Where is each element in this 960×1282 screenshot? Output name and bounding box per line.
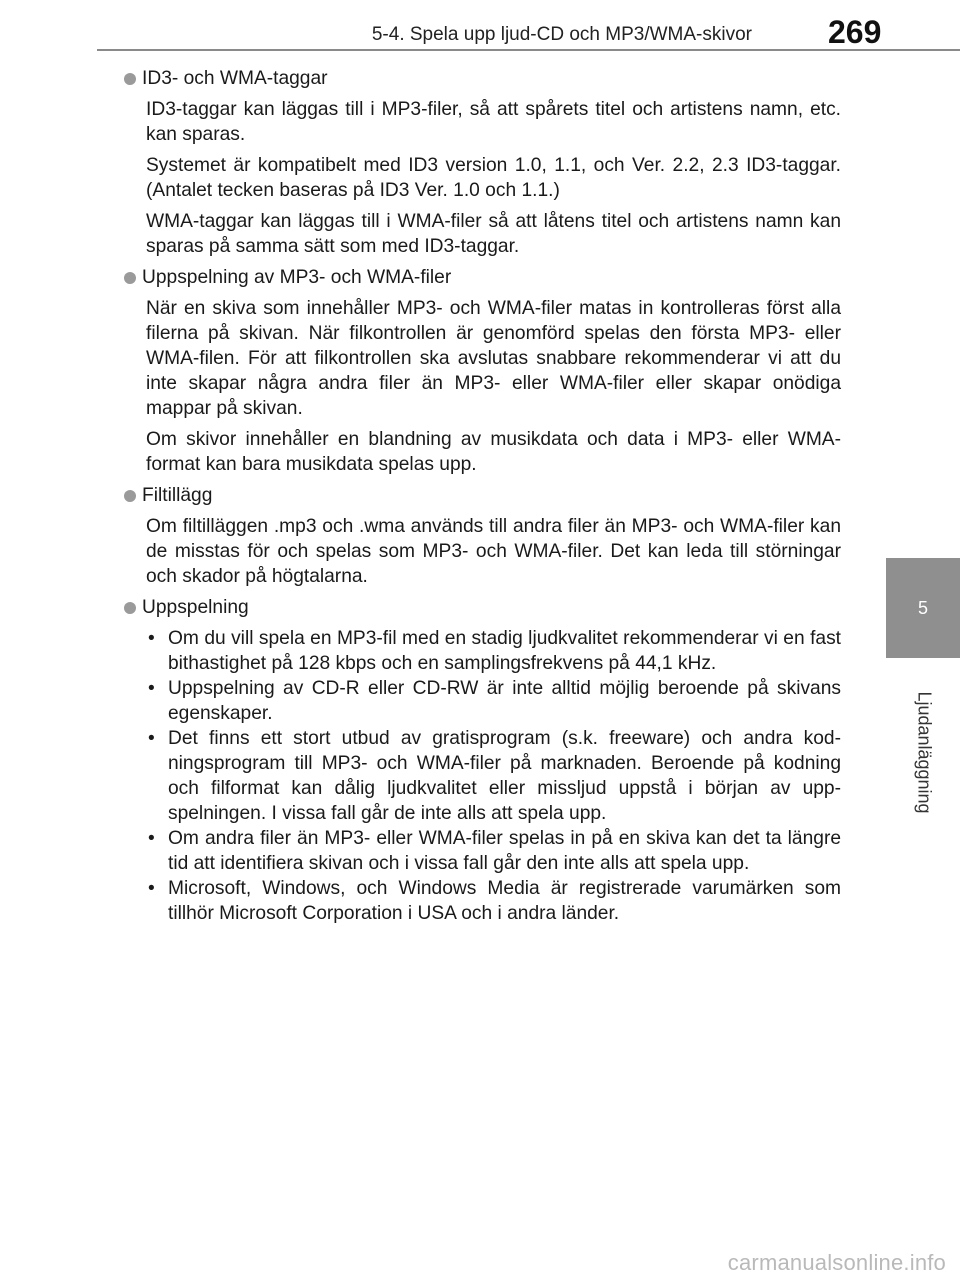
paragraph: WMA-taggar kan läggas till i WMA-filer så att låtens titel och artistens namn kan sparas på samma sätt som med ID3-taggar. (146, 211, 841, 257)
chapter-number: 5 (917, 597, 928, 618)
section-heading (124, 483, 841, 510)
header-title: 5-4. Spela upp ljud-CD och MP3/WMA-skivor (371, 24, 752, 45)
paragraph: Om skivor innehåller en blandning av musikdata och data i MP3- eller WMA-format kan bara musikdata spelas upp. (146, 429, 841, 475)
circle-bullet-icon (124, 490, 136, 502)
section-playback (124, 595, 841, 926)
list-item: • Microsoft, Windows, och Windows Media är registrerade varumärken som tillhör Microsoft Corporation i USA och i andra länder. (146, 876, 841, 926)
list-item: • Om du vill spela en MP3-fil med en stadig ljudkvalitet rekommenderar vi en fast bithastighet på 128 kbps och en samplingsfrekvens på 44,1 kHz. (146, 626, 841, 676)
list-item: • Uppspelning av CD-R eller CD-RW är inte alltid möjlig beroende på skivans egenskaper. (146, 676, 841, 726)
chapter-tab (886, 558, 960, 658)
page-number: 269 (828, 14, 882, 50)
section-id3-wma-tags (124, 66, 841, 259)
section-heading-text: Filtillägg (142, 485, 213, 506)
chapter-label: Ljudanläggning (914, 690, 935, 814)
list-item: • Om andra filer än MP3- eller WMA-filer spelas in på en skiva kan det ta längre tid att identifiera skivan och i vissa fall går den inte alls att spela upp. (146, 826, 841, 876)
section-heading-text: ID3- och WMA-taggar (142, 68, 328, 89)
section-file-extensions (124, 483, 841, 589)
paragraph: Systemet är kompatibelt med ID3 version 1.0, 1.1, och Ver. 2.2, 2.3 ID3-taggar. (Antalet tecken baseras på ID3 Ver. 1.0 och 1.1.) (146, 155, 841, 201)
paragraph: Om filtilläggen .mp3 och .wma används till andra filer än MP3- och WMA-filer kan de misstas för och spelas som MP3- och WMA-filer. Det kan leda till störningar och skador på högtalarna. (146, 516, 841, 587)
circle-bullet-icon (124, 73, 136, 85)
chapter-label-container (876, 688, 960, 816)
paragraph: ID3-taggar kan läggas till i MP3-filer, så att spårets titel och artistens namn, etc. kan sparas. (146, 99, 841, 145)
section-mp3-wma-playback (124, 265, 841, 477)
list-item: • Det finns ett stort utbud av gratisprogram (s.k. freeware) och andra kod-ningsprogram till MP3- och WMA-filer på marknaden. Beroende på kodning och filformat kan dålig ljudkvalitet eller missljud uppstå i början av upp-spelningen. I vissa fall går de inte alls att spela upp. (146, 726, 841, 826)
circle-bullet-icon (124, 272, 136, 284)
circle-bullet-icon (124, 602, 136, 614)
watermark: carmanualsonline.info (727, 1250, 946, 1275)
paragraph: När en skiva som innehåller MP3- och WMA-filer matas in kontrolleras först alla filerna på skivan. När filkontrollen är genomförd spelas den första MP3- eller WMA-filen. För att filkontrollen ska avslutas snabbare rekommenderar vi att du inte skapar några andra filer än MP3- eller WMA-filer eller skapar onödiga mappar på skivan. (146, 298, 841, 419)
section-heading-text: Uppspelning av MP3- och WMA-filer (142, 267, 452, 288)
section-heading (124, 595, 841, 622)
section-heading-text: Uppspelning (142, 597, 249, 618)
bullet-list (146, 626, 841, 926)
header-divider (97, 49, 960, 51)
section-heading (124, 66, 841, 93)
section-heading (124, 265, 841, 292)
page-content (124, 66, 841, 926)
